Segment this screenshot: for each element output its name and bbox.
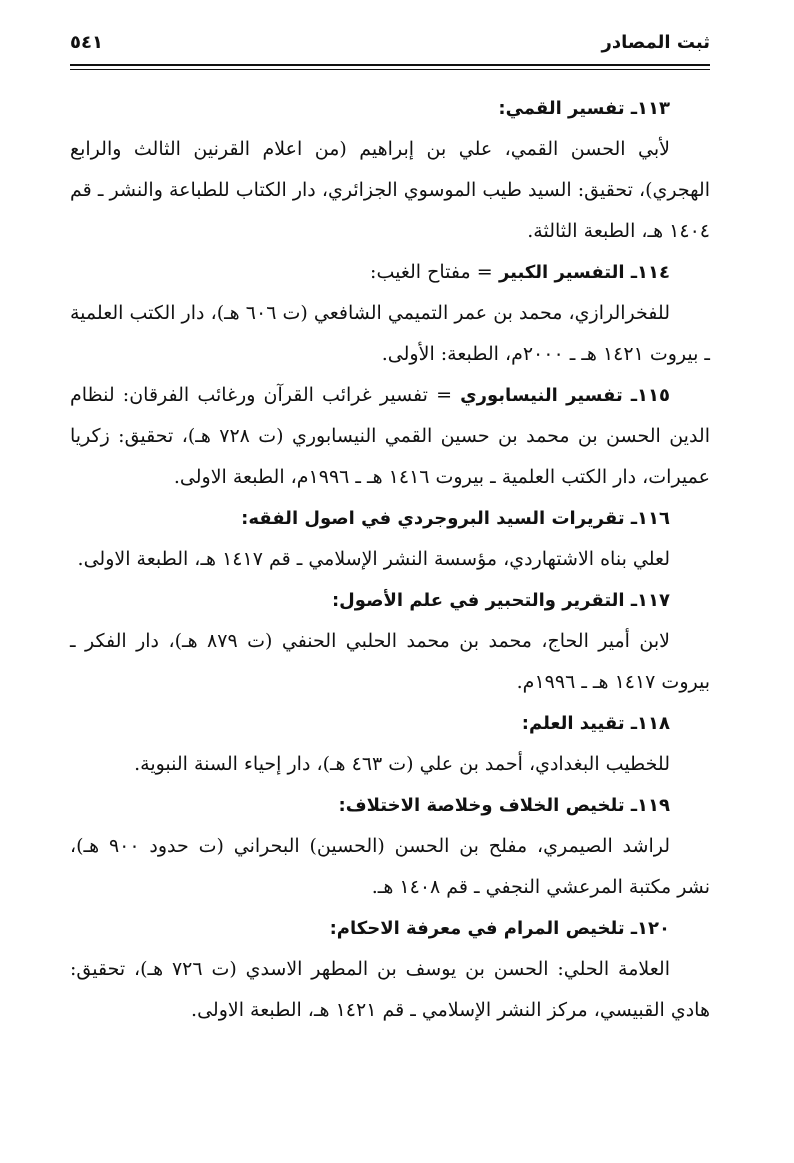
entry-title: تقييد العلم:: [521, 713, 625, 734]
entry-heading: [70, 88, 670, 129]
bibliography-entry: [70, 375, 710, 498]
running-header: [70, 28, 710, 62]
entry-title: تفسير النيسابوري: [460, 385, 623, 406]
entry-body: للفخرالرازي، محمد بن عمر التميمي الشافعي (ت ٦٠٦ هـ)، دار الكتب العلمية ـ بيروت ١٤٢١ هـ ـ ٢٠٠٠م، الطبعة: الأولى.: [70, 302, 710, 365]
entry-number: ١١٧ـ: [630, 590, 670, 611]
entry-title: تقريرات السيد البروجردي في اصول الفقه:: [241, 508, 625, 529]
entry-number: ١١٤ـ: [630, 262, 670, 283]
bibliography-entry: [70, 252, 710, 375]
bibliography-entry: [70, 703, 710, 785]
entry-body: العلامة الحلي: الحسن بن يوسف بن المطهر الاسدي (ت ٧٢٦ هـ)، تحقيق: هادي القبيسي، مركز النشر الإسلامي ـ قم ١٤٢١ هـ، الطبعة الاولى.: [70, 958, 710, 1021]
entry-number: ١٢٠ـ: [630, 918, 670, 939]
entry-title: تلخيص المرام في معرفة الاحكام:: [329, 918, 625, 939]
entry-heading: [70, 580, 670, 621]
entry-heading: [70, 498, 670, 539]
entry-heading: [70, 375, 710, 498]
entry-heading: [70, 785, 670, 826]
entry-heading: [70, 908, 670, 949]
entry-title: تلخيص الخلاف وخلاصة الاختلاف:: [338, 795, 625, 816]
entry-number: ١١٨ـ: [630, 713, 670, 734]
entry-title: تفسير القمي:: [498, 98, 625, 119]
entry-heading: [70, 703, 670, 744]
entry-number: ١١٥ـ: [630, 385, 670, 406]
entry-title: التقرير والتحبير في علم الأصول:: [331, 590, 625, 611]
entry-number: ١١٣ـ: [630, 98, 670, 119]
header-title: ثبت المصادر: [601, 32, 710, 53]
bibliography-entry: [70, 88, 710, 252]
entry-heading: [70, 252, 670, 293]
entry-body: لابن أمير الحاج، محمد بن محمد الحلبي الحنفي (ت ٨٧٩ هـ)، دار الفكر ـ بيروت ١٤١٧ هـ ـ ١٩٩٦م.: [70, 630, 710, 693]
bibliography-entry: [70, 580, 710, 703]
entry-title-rest: = مفتاح الغيب:: [370, 261, 493, 283]
entry-number: ١١٩ـ: [630, 795, 670, 816]
header-rule-thin: [70, 69, 710, 70]
entry-number: ١١٦ـ: [630, 508, 670, 529]
page: [70, 28, 710, 1031]
entry-body: لعلي بناه الاشتهاردي، مؤسسة النشر الإسلامي ـ قم ١٤١٧ هـ، الطبعة الاولى.: [77, 548, 670, 570]
entry-body: لأبي الحسن القمي، علي بن إبراهيم (من اعلام القرنين الثالث والرابع الهجري)، تحقيق: السيد طيب الموسوي الجزائري، دار الكتاب للطباعة والنشر ـ قم ١٤٠٤ هـ، الطبعة الثالثة.: [70, 138, 710, 242]
bibliography-entry: [70, 908, 710, 1031]
entry-body: للخطيب البغدادي، أحمد بن علي (ت ٤٦٣ هـ)، دار إحياء السنة النبوية.: [134, 753, 670, 775]
bibliography-entry: [70, 498, 710, 580]
entry-title: التفسير الكبير: [498, 262, 625, 283]
bibliography-entry: [70, 785, 710, 908]
entry-body: لراشد الصيمري، مفلح بن الحسن (الحسين) البحراني (ت حدود ٩٠٠ هـ)، نشر مكتبة المرعشي النجفي ـ قم ١٤٠٨ هـ.: [70, 835, 710, 898]
bibliography-list: [70, 88, 710, 1031]
page-number: ٥٤١: [70, 32, 103, 53]
header-rule-thick: [70, 64, 710, 66]
entry-title-rest: = تفسير غرائب القرآن ورغائب الفرقان: لنظام الدين الحسن بن محمد بن حسين القمي النيسابوري (ت ٧٢٨ هـ)، تحقيق: زكريا عميرات، دار الكتب العلمية ـ بيروت ١٤١٦ هـ ـ ١٩٩٦م، الطبعة الاولى.: [70, 384, 710, 488]
